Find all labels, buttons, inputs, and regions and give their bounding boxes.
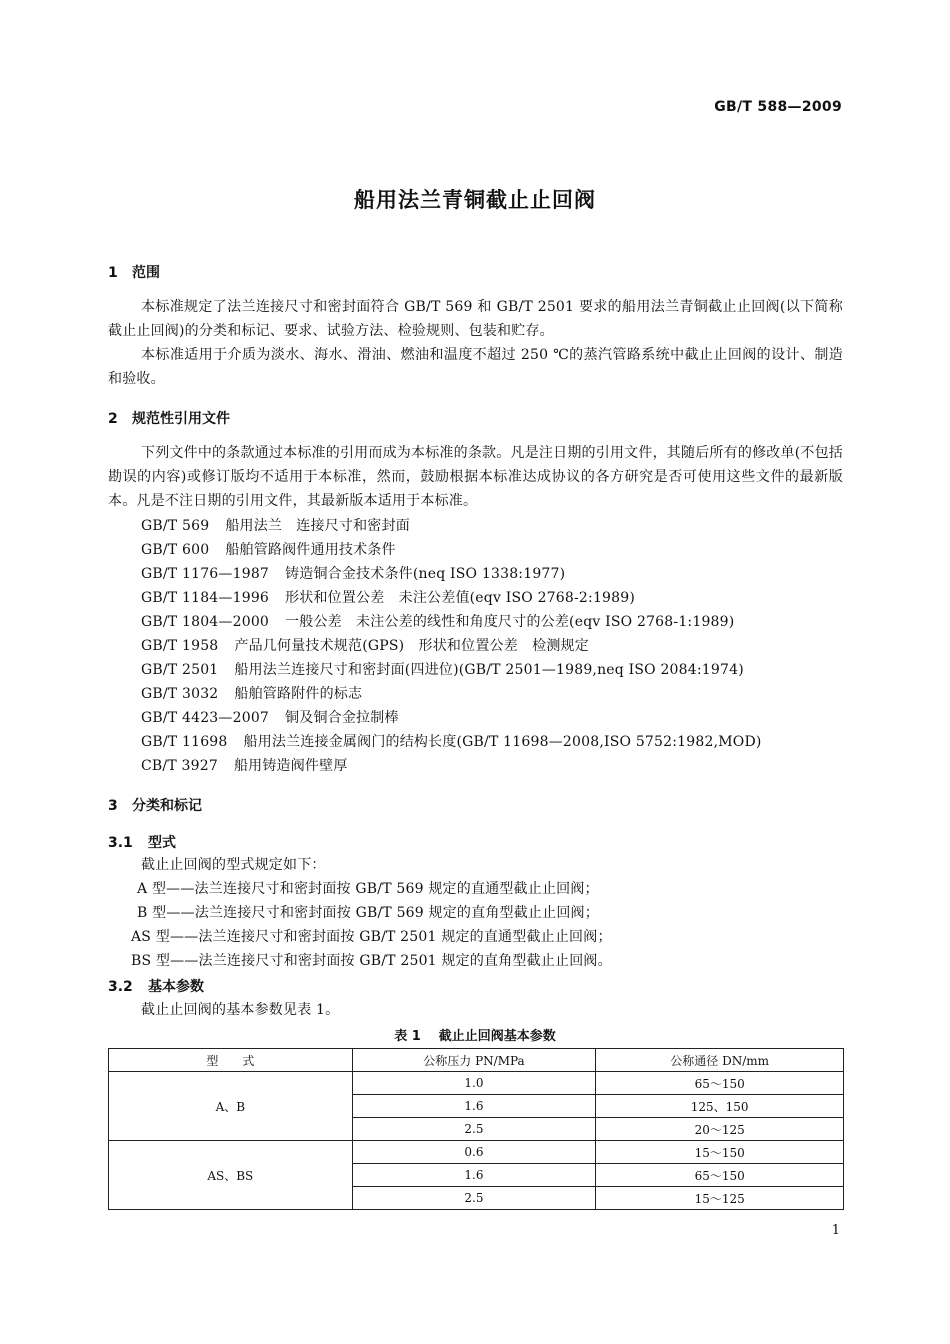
reference-item bbox=[141, 755, 348, 775]
section-number: 2 bbox=[108, 411, 118, 427]
reference-item bbox=[141, 683, 362, 703]
diameter-cell: 125、150 bbox=[596, 1095, 844, 1118]
table-header-row bbox=[109, 1049, 844, 1072]
section-title: 范围 bbox=[132, 265, 160, 281]
pressure-cell: 0.6 bbox=[352, 1141, 596, 1164]
section-2-heading bbox=[108, 408, 230, 428]
pressure-cell: 2.5 bbox=[352, 1118, 596, 1141]
table-row bbox=[109, 1141, 844, 1164]
header-cell-diameter: 公称通径 DN/mm bbox=[596, 1049, 844, 1072]
reference-item bbox=[141, 731, 762, 751]
reference-code: CB/T 3927 bbox=[141, 758, 218, 774]
pressure-cell: 2.5 bbox=[352, 1187, 596, 1210]
reference-item bbox=[141, 707, 399, 727]
reference-item bbox=[141, 659, 744, 679]
reference-title: 船用法兰连接金属阀门的结构长度(GB/T 11698—2008,ISO 5752:1982,MOD) bbox=[243, 734, 762, 750]
diameter-cell: 15～125 bbox=[596, 1187, 844, 1210]
diameter-cell: 65～150 bbox=[596, 1072, 844, 1095]
reference-title: 船用法兰 连接尺寸和密封面 bbox=[225, 518, 410, 534]
document-title: 船用法兰青铜截止止回阀 bbox=[354, 188, 596, 212]
reference-item bbox=[141, 611, 734, 631]
type-cell: AS、BS bbox=[109, 1141, 353, 1210]
subsection-title: 基本参数 bbox=[148, 979, 204, 995]
type-cell: A、B bbox=[109, 1072, 353, 1141]
diameter-cell: 20～125 bbox=[596, 1118, 844, 1141]
diameter-cell: 65～150 bbox=[596, 1164, 844, 1187]
reference-title: 铸造铜合金技术条件(neq ISO 1338:1977) bbox=[285, 566, 566, 582]
reference-title: 船舶管路附件的标志 bbox=[234, 686, 363, 702]
reference-code: GB/T 569 bbox=[141, 518, 210, 534]
page-number: 1 bbox=[831, 1223, 840, 1238]
reference-code: GB/T 600 bbox=[141, 542, 210, 558]
reference-code: GB/T 2501 bbox=[141, 662, 219, 678]
type-lead-text: 截止止回阀的型式规定如下： bbox=[141, 857, 326, 873]
diameter-cell: 15～150 bbox=[596, 1141, 844, 1164]
reference-item bbox=[141, 635, 589, 655]
reference-code: GB/T 4423—2007 bbox=[141, 710, 270, 726]
reference-title: 船用法兰连接尺寸和密封面(四进位)(GB/T 2501—1989,neq ISO 2084:1974) bbox=[234, 662, 744, 678]
reference-item bbox=[141, 539, 396, 559]
pressure-cell: 1.0 bbox=[352, 1072, 596, 1095]
table-row bbox=[109, 1072, 844, 1095]
reference-title: 船舶管路阀件通用技术条件 bbox=[225, 542, 396, 558]
reference-title: 形状和位置公差 未注公差值(eqv ISO 2768-2:1989) bbox=[285, 590, 636, 606]
section-1-paragraph-2: 本标准适用于介质为淡水、海水、滑油、燃油和温度不超过 250 ℃的蒸汽管路系统中截止止回阀的设计、制造和验收。 bbox=[108, 347, 843, 387]
reference-title: 产品几何量技术规范(GPS) 形状和位置公差 检测规定 bbox=[234, 638, 589, 654]
header-cell-type: 型 式 bbox=[109, 1049, 353, 1072]
table-caption bbox=[0, 1025, 950, 1044]
subsection-title: 型式 bbox=[148, 835, 176, 851]
header-cell-pressure: 公称压力 PN/MPa bbox=[352, 1049, 596, 1072]
reference-title: 铜及铜合金拉制棒 bbox=[285, 710, 399, 726]
pressure-cell: 1.6 bbox=[352, 1095, 596, 1118]
section-1-paragraph-1: 本标准规定了法兰连接尺寸和密封面符合 GB/T 569 和 GB/T 2501 要求的船用法兰青铜截止止回阀(以下简称截止止回阀)的分类和标记、要求、试验方法、检验规则、包装和贮存。 bbox=[108, 299, 843, 339]
reference-code: GB/T 1176—1987 bbox=[141, 566, 270, 582]
subsection-number: 3.2 bbox=[108, 979, 133, 995]
reference-item bbox=[141, 563, 565, 583]
section-1-heading bbox=[108, 262, 160, 282]
reference-item bbox=[141, 587, 635, 607]
reference-code: GB/T 1804—2000 bbox=[141, 614, 270, 630]
reference-title: 一般公差 未注公差的线性和角度尺寸的公差(eqv ISO 2768-1:1989) bbox=[285, 614, 735, 630]
section-number: 3 bbox=[108, 798, 118, 814]
reference-code: GB/T 3032 bbox=[141, 686, 219, 702]
section-number: 1 bbox=[108, 265, 118, 281]
section-3-1-heading bbox=[108, 832, 176, 852]
type-item: AS 型——法兰连接尺寸和密封面按 GB/T 2501 规定的直通型截止止回阀； bbox=[131, 929, 612, 945]
type-item: A 型——法兰连接尺寸和密封面按 GB/T 569 规定的直通型截止止回阀； bbox=[137, 881, 599, 897]
section-3-heading bbox=[108, 795, 202, 815]
section-title: 分类和标记 bbox=[132, 798, 202, 814]
params-lead-text: 截止止回阀的基本参数见表 1。 bbox=[141, 1002, 340, 1018]
standard-code: GB/T 588—2009 bbox=[714, 99, 842, 115]
type-item: B 型——法兰连接尺寸和密封面按 GB/T 569 规定的直角型截止止回阀； bbox=[137, 905, 599, 921]
reference-code: GB/T 1958 bbox=[141, 638, 219, 654]
table-number: 表 1 bbox=[394, 1029, 421, 1044]
section-3-2-heading bbox=[108, 976, 204, 996]
table-title: 截止止回阀基本参数 bbox=[438, 1029, 556, 1044]
basic-parameters-table bbox=[108, 1048, 844, 1210]
reference-code: GB/T 1184—1996 bbox=[141, 590, 270, 606]
reference-item bbox=[141, 515, 410, 535]
section-title: 规范性引用文件 bbox=[132, 411, 230, 427]
section-2-intro: 下列文件中的条款通过本标准的引用而成为本标准的条款。凡是注日期的引用文件，其随后所有的修改单(不包括勘误的内容)或修订版均不适用于本标准，然而，鼓励根据本标准达成协议的各方研究是否可使用这些文件的最新版本。凡是不注日期的引用文件，其最新版本适用于本标准。 bbox=[108, 445, 843, 509]
pressure-cell: 1.6 bbox=[352, 1164, 596, 1187]
reference-title: 船用铸造阀件壁厚 bbox=[233, 758, 348, 774]
reference-code: GB/T 11698 bbox=[141, 734, 228, 750]
subsection-number: 3.1 bbox=[108, 835, 133, 851]
type-item: BS 型——法兰连接尺寸和密封面按 GB/T 2501 规定的直角型截止止回阀。 bbox=[131, 953, 612, 969]
